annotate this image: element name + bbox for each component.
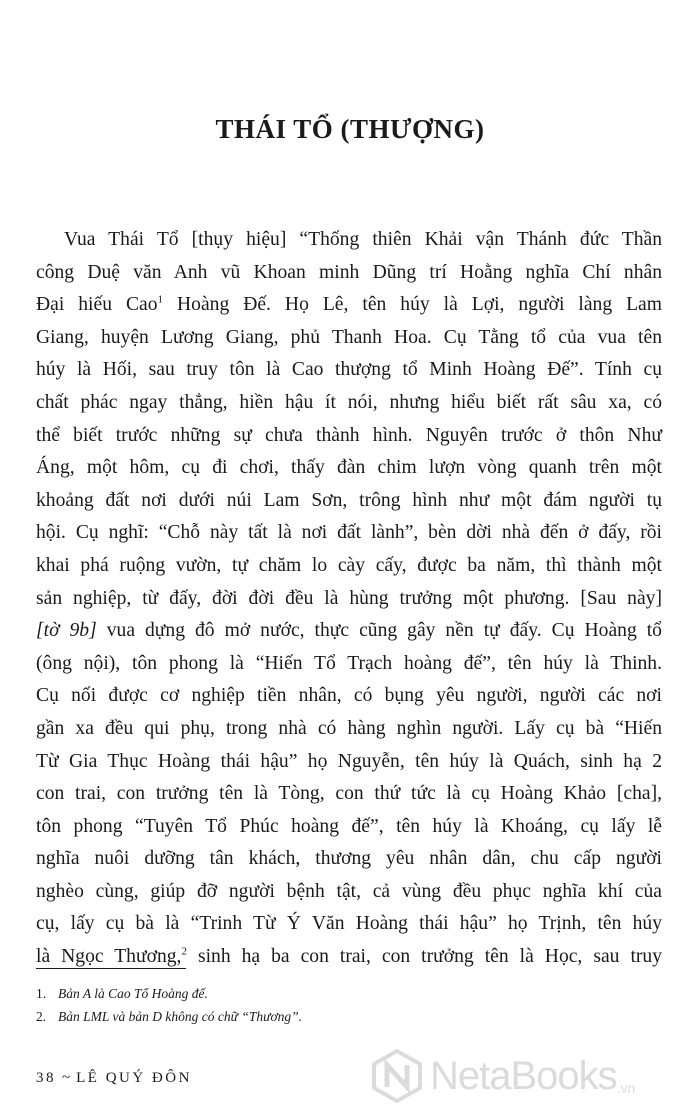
text-line: húy là Hối, sau truy tôn là Cao thượng tổ Minh Hoàng Đế”. Tính cụ — [36, 359, 662, 381]
text-line-part: Đại hiếu Cao — [36, 294, 158, 316]
text-line: nghĩa nuôi dưỡng tân khách, thương yêu nhân dân, chu cấp người — [36, 848, 662, 870]
text-line: Từ Gia Thục Hoàng thái hậu” họ Nguyễn, tên húy là Quách, sinh hạ 2 — [36, 750, 662, 772]
text-line: con trai, con trưởng tên là Tòng, con thứ tức là cụ Hoàng Khảo [cha], — [36, 783, 662, 805]
text-line: cụ, lấy cụ bà là “Trinh Từ Ý Văn Hoàng thái hậu” họ Trịnh, tên húy — [36, 913, 662, 935]
folio-ornament: ~ — [62, 1070, 71, 1086]
text-line: khai phá ruộng vườn, tự chăm lo cày cấy, được ba năm, thì thành một — [36, 554, 662, 576]
text-line: hội. Cụ nghĩ: “Chỗ này tất là nơi đất lành”, bèn dời nhà đến ở đấy, rồi — [36, 522, 662, 544]
netabooks-logo-icon — [370, 1049, 424, 1103]
footnote-number: 1. — [36, 986, 47, 1001]
text-line: khoảng đất nơi dưới núi Lam Sơn, trông hình như một đám người tụ — [36, 489, 662, 511]
footnote-item — [36, 1005, 656, 1028]
footnote-divider — [36, 968, 186, 969]
text-line: Áng, một hôm, cụ đi chơi, thấy đàn chim lượn vòng quanh trên một — [36, 457, 662, 479]
watermark-brand: NetaBooks — [430, 1053, 617, 1098]
page-number: 38 — [36, 1070, 56, 1086]
text-line — [36, 615, 662, 648]
text-line-part: là Ngọc Thương, — [36, 946, 182, 968]
text-line: thể biết trước những sự chưa thành hình. Nguyên trước ở thôn Như — [36, 424, 662, 446]
footnote-text: Bản A là Cao Tổ Hoàng đế. — [58, 986, 208, 1001]
watermark-suffix: .vn — [616, 1080, 636, 1096]
folio-marker: [tờ 9b] — [36, 620, 97, 642]
text-line: (ông nội), tôn phong là “Hiến Tổ Trạch hoàng đế”, tên húy là Thinh. — [36, 652, 662, 674]
footnote-text: Bản LML và bản D không có chữ “Thương”. — [58, 1009, 303, 1024]
text-line: tôn phong “Tuyên Tổ Phúc hoàng đế”, tên húy là Khoáng, cụ lấy lễ — [36, 815, 662, 837]
body-paragraph — [36, 224, 662, 974]
footnote-ref-2[interactable]: 2 — [181, 945, 187, 958]
page-footer — [36, 1070, 192, 1087]
text-line: chất phác ngay thẳng, hiền hậu ít nói, nhưng hiểu biết rất sâu xa, có — [36, 391, 662, 413]
text-line — [36, 289, 662, 322]
text-line: Giang, huyện Lương Giang, phủ Thanh Hoa. Cụ Tằng tổ của vua tên — [36, 326, 662, 348]
text-line: Cụ nối được cơ nghiệp tiền nhân, có bụng yêu người, người các nơi — [36, 685, 662, 707]
text-line: gần xa đều qui phụ, trong nhà có hàng nghìn người. Lấy cụ bà “Hiến — [36, 717, 662, 739]
footnote-ref-1[interactable]: 1 — [157, 293, 164, 306]
chapter-title: THÁI TỔ (THƯỢNG) — [215, 114, 485, 144]
text-line-part: sinh hạ ba con trai, con trưởng tên là Học, sau truy — [197, 946, 663, 968]
footnotes — [36, 982, 656, 1028]
footnote-number: 2. — [36, 1009, 47, 1024]
watermark — [370, 1046, 635, 1106]
text-line: công Duệ văn Anh vũ Khoan minh Dũng trí Hoằng nghĩa Chí nhân — [36, 261, 662, 283]
footnote-item — [36, 982, 656, 1005]
text-line-part: Hoàng Đế. Họ Lê, tên húy là Lợi, người làng Lam — [163, 294, 662, 316]
text-line: sản nghiệp, từ đấy, đời đời đều là hùng trưởng một phương. [Sau này] — [36, 587, 662, 609]
author-name: LÊ QUÝ ĐÔN — [76, 1070, 192, 1086]
text-line: Vua Thái Tổ [thụy hiệu] “Thống thiên Khải vận Thánh đức Thần — [64, 229, 662, 250]
text-line: nghèo cùng, giúp đỡ người bệnh tật, cả vùng đều phục nghĩa khí của — [36, 880, 662, 902]
text-line-part: vua dựng đô mở nước, thực cũng gây nền tự đấy. Cụ Hoàng tổ — [96, 620, 662, 642]
